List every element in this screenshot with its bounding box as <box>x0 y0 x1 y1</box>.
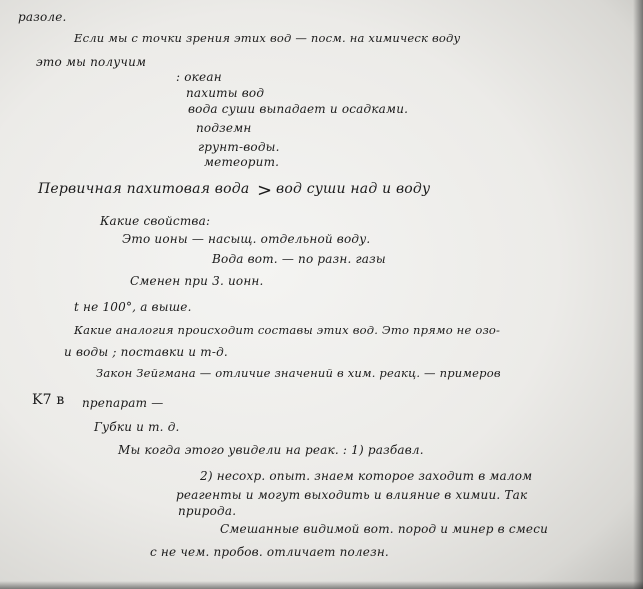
line-ions: Это ионы — насыщ. отдельной воду. <box>122 232 371 246</box>
line-preparation: препарат — <box>82 396 164 410</box>
line-reaction-1: Мы когда этого увидели на реак. : 1) разбавл. <box>118 443 424 457</box>
line-properties: Какие свойства: <box>100 214 211 228</box>
line-3: это мы получим <box>36 55 147 69</box>
line-primary-water: Первичная пахитовая вода <box>38 181 250 197</box>
list-item-meteoric: метеорит. <box>204 155 280 169</box>
line-supplies: и воды ; поставки и т-д. <box>64 345 228 359</box>
line-nature: природа. <box>178 504 237 518</box>
line-mixed-rocks: Смешанные видимой вот. пород и минер в смеси <box>220 522 549 536</box>
line-land-water: вод суши над и воду <box>276 181 431 197</box>
line-1: paзоле. <box>18 10 67 24</box>
line-analogy: Какие аналогия происходит составы этих вод. Это прямо не озо- <box>74 323 501 337</box>
list-item-groundwater: грунт-воды. <box>198 140 280 154</box>
page-bottom-shadow <box>0 581 643 589</box>
list-item-ocean: : океан <box>176 70 222 84</box>
line-zeeman: Закон Зейгмана — отличие значений в хим. реакц. — примеров <box>96 366 501 380</box>
greater-than-symbol: > <box>257 180 273 201</box>
line-temperature: t не 100°, а выше. <box>74 300 192 314</box>
line-reaction-2: 2) несохр. опыт. знаем которое заходит в малом <box>200 469 533 483</box>
line-change: Сменен при 3. ионн. <box>130 274 264 288</box>
line-samples: с не чем. пробов. отличает полезн. <box>150 545 389 559</box>
list-item-underground: подземн <box>196 121 252 135</box>
line-sponges: Губки и т. д. <box>94 420 180 434</box>
line-2: Если мы с точки зрения этих вод — посм. на химическ воду <box>74 31 461 45</box>
page-edge-shadow <box>633 0 643 589</box>
list-item-land-water: вода суши выпадает и осадками. <box>188 102 409 116</box>
list-item-primary-water: пахиты вод <box>186 86 265 100</box>
line-gases: Вода вот. — по разн. газы <box>212 252 386 266</box>
line-k7: K7 в <box>32 392 65 408</box>
line-reagents: реагенты и могут выходить и влияние в химии. Так <box>176 488 528 502</box>
